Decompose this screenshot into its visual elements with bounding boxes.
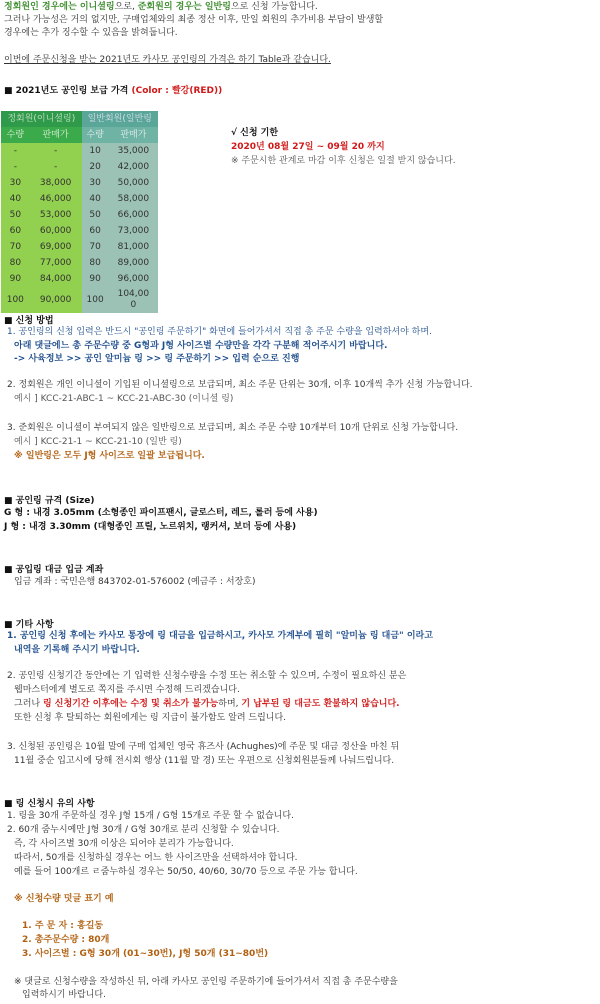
table-cell: 30 [1, 175, 30, 191]
caution-l2: 2. 60개 줌누시예만 J형 30개 / G형 30개로 분리 신청할 수 있습니다. [7, 825, 280, 835]
table-cell: 20 [82, 159, 109, 175]
etc-text: 그러나 [14, 699, 43, 709]
etc-title: ■ 기타 사항 [4, 620, 54, 630]
method-p2-l1: 2. 정회원은 개인 이니셜이 기입된 이니셜링으로 보급되며, 최소 주문 단위는 30개, 이후 10개씩 추가 신청 가능합니다. [7, 380, 473, 390]
header-regular: 정회원(이니셜링) [1, 111, 82, 127]
table-cell: 81,000 [109, 239, 158, 255]
etc-red-text: 링 신청기간 이후에는 수정 및 취소가 불가능 [42, 699, 219, 709]
table-row [1, 239, 158, 255]
table-cell: 60 [1, 223, 30, 239]
table-cell: 40 [1, 191, 30, 207]
method-title: ■ 신청 방법 [4, 316, 54, 326]
intro-text: 으로 신청 가능합니다. [230, 2, 318, 12]
method-p2-l2: 예시 ] KCC-21-ABC-1 ~ KCC-21-ABC-30 (이니셜 링) [14, 394, 234, 404]
table-cell: 90 [1, 271, 30, 287]
table-cell: - [30, 159, 82, 175]
etc-p3-l1: 3. 신청된 공인링은 10월 말에 구매 업체인 영국 휴즈사 (Achughes)에 주문 및 대금 정산을 마친 뒤 [7, 742, 400, 752]
intro-regular-highlight: 정회원인 경우에는 이니셜링 [4, 2, 115, 12]
table-cell: 100 [1, 287, 30, 313]
table-cell: 53,000 [30, 207, 82, 223]
table-cell: 70 [82, 239, 109, 255]
spec-j: J 형 : 내경 3.30mm (대형종인 프릴, 노르위치, 랭커셔, 보더 등에 사용) [4, 522, 297, 532]
table-cell: 50,000 [109, 175, 158, 191]
color-note: (Color : 빨강(RED)) [131, 86, 223, 96]
table-cell: 35,000 [109, 143, 158, 159]
cell-part: 104,00 [117, 289, 150, 299]
example-l2: 2. 총주문수량 : 80개 [22, 935, 110, 945]
table-row [1, 255, 158, 271]
method-p1-l2: 아래 댓글에느 총 주문수량 중 G형과 J형 사이즈별 수량만을 각각 구분해 적어주시기 바랍니다. [14, 341, 388, 351]
cell-part: 0 [130, 300, 137, 310]
table-row [1, 191, 158, 207]
table-cell: 42,000 [109, 159, 158, 175]
table-row [1, 175, 158, 191]
table-cell: 90,000 [30, 287, 82, 313]
table-cell: - [1, 159, 30, 175]
col-qty: 수량 [1, 127, 30, 143]
table-cell: 69,000 [30, 239, 82, 255]
etc-p2-l2: 웹마스터에게 별도로 쪽지를 주시면 수정해 드리겠습니다. [14, 685, 240, 695]
account-detail: 입금 계좌 : 국민은행 843702-01-576002 (예금주 : 서장호) [14, 577, 256, 587]
deadline-note: ※ 주문시한 관계로 마감 이후 신청은 일절 받지 않습니다. [231, 156, 456, 166]
example-l3: 3. 사이즈별 : G형 30개 (01~30번), J형 50개 (31~80번) [22, 949, 269, 959]
table-cell: 50 [1, 207, 30, 223]
table-cell: 100 [82, 287, 109, 313]
deadline-dates: 2020년 08월 27일 ~ 09월 20 까지 [231, 142, 385, 152]
etc-p2-l1: 2. 공인링 신청기간 동안에는 기 입력한 신청수량을 수정 또는 취소할 수 있으며, 수정이 필요하신 분은 [7, 671, 407, 681]
table-cell: 80 [82, 255, 109, 271]
method-p1-l1: 1. 공인링의 신청 입력은 반드시 "공인링 주문하기" 화면에 들어가셔서 직접 총 주문 수량을 입력하셔야 하며. [7, 327, 432, 337]
table-cell: 84,000 [30, 271, 82, 287]
table-row [1, 287, 158, 313]
example-note-l1: ※ 댓글로 신청수량을 작성하신 뒤, 아래 카사모 공인링 주문하기에 들어가셔서 직접 총 주문수량을 [14, 977, 398, 987]
table-cell: 77,000 [30, 255, 82, 271]
table-cell: 40 [82, 191, 109, 207]
table-subheader-row [1, 127, 158, 143]
table-row [1, 143, 158, 159]
table-cell [109, 287, 158, 313]
price-section-title [4, 83, 222, 96]
table-cell: 38,000 [30, 175, 82, 191]
intro-line-1 [4, 1, 318, 13]
price-title-text: ■ 2021년도 공인링 보급 가격 [4, 86, 129, 96]
table-header-row [1, 111, 158, 127]
intro-line-3: 경우에는 추가 징수할 수 있음을 밝혀둡니다. [4, 28, 178, 38]
etc-text: 하며, [218, 699, 242, 709]
method-p3-l2: 예시 ] KCC-21-1 ~ KCC-21-10 (일반 링) [14, 437, 182, 447]
etc-p1-l2: 내역을 기록해 주시기 바랍니다. [14, 645, 140, 655]
method-p3-l3: ※ 일반링은 모두 J형 사이즈로 일괄 보급됩니다. [14, 451, 205, 461]
table-cell: 70 [1, 239, 30, 255]
spec-g: G 형 : 내경 3.05mm (소형종인 파이프팬시, 글로스터, 레드, 롤러 등에 사용) [4, 508, 318, 518]
table-cell: 80 [1, 255, 30, 271]
caution-l5: 예를 들어 100개르 ㄹ줌누하실 경우는 50/50, 40/60, 30/70 등으로 주문 가능 합니다. [14, 867, 358, 877]
table-cell: - [1, 143, 30, 159]
etc-red-text: 기 납부된 링 대금도 환불하지 않습니다. [241, 699, 400, 709]
table-cell: 50 [82, 207, 109, 223]
etc-p1-l1: 1. 공인링 신청 후에는 카사모 통장에 링 대금을 입금하시고, 카사모 가계부에 필히 "알미늄 링 대금" 이라고 [7, 631, 433, 641]
caution-l1: 1. 링을 30개 주문하실 경우 J형 15개 / G형 15개로 주문 할 수 없습니다. [7, 811, 294, 821]
table-row [1, 207, 158, 223]
example-note-l2: 입력하시기 바랍니다. [22, 990, 106, 1000]
table-cell: 90 [82, 271, 109, 287]
col-price: 판매가 [30, 127, 82, 143]
example-title: ※ 신청수량 덧글 표기 예 [14, 894, 114, 904]
intro-line-2: 그러나 가능성은 거의 없지만, 구매업체와의 최종 정산 이후, 만일 회원의 추가비용 부담이 발생할 [4, 15, 384, 25]
intro-line-4: 이번에 주문신청을 받는 2021년도 카사모 공인링의 가격은 하기 Table과 같습니다. [4, 55, 331, 65]
caution-l4: 따라서, 50개를 신청하실 경우는 어느 한 사이즈만을 선택하셔야 합니다. [14, 853, 298, 863]
etc-p2-l3 [14, 698, 400, 710]
spec-title: ■ 공인링 규격 (Size) [4, 496, 95, 506]
table-cell: 89,000 [109, 255, 158, 271]
caution-l3: 즉, 각 사이즈별 30개 이상은 되어야 분리가 가능합니다. [14, 839, 234, 849]
table-row [1, 223, 158, 239]
header-general: 일반회원(일반링 [82, 111, 158, 127]
intro-text: 으로, [114, 2, 135, 12]
method-p3-l1: 3. 준회원은 이니셜이 부여되지 않은 일반링으로 보급되며, 최소 주문 수량 10개부터 10개 단위로 신청 가능합니다. [7, 423, 459, 433]
method-p1-l3: -> 사육정보 >> 공인 알미늄 링 >> 링 주문하기 >> 입력 순으로 진행 [14, 354, 300, 364]
table-row [1, 159, 158, 175]
table-cell: 73,000 [109, 223, 158, 239]
caution-title: ■ 링 신청시 유의 사항 [4, 799, 95, 809]
table-row [1, 271, 158, 287]
account-title: ■ 공입링 대금 입금 계좌 [4, 565, 104, 575]
table-cell: 46,000 [30, 191, 82, 207]
table-cell: 60,000 [30, 223, 82, 239]
table-cell: 60 [82, 223, 109, 239]
deadline-title: √ 신청 기한 [231, 128, 279, 138]
col-price: 판매가 [109, 127, 158, 143]
etc-p3-l2: 11월 중순 입고시에 당해 전시회 행상 (11월 말 경) 또는 우편으로 신청회원분들께 나눠드립니다. [14, 756, 395, 766]
table-cell: 96,000 [109, 271, 158, 287]
col-qty: 수량 [82, 127, 109, 143]
table-cell: 58,000 [109, 191, 158, 207]
price-table [1, 111, 158, 313]
table-cell: 30 [82, 175, 109, 191]
etc-p2-l4: 또한 신청 후 탈퇴하는 회원에게는 링 지급이 불가함도 알려 드립니다. [14, 713, 287, 723]
table-cell: 66,000 [109, 207, 158, 223]
example-l1: 1. 주 문 자 : 홍길동 [22, 921, 104, 931]
table-cell: - [30, 143, 82, 159]
table-cell: 10 [82, 143, 109, 159]
intro-general-highlight: 준회원의 경우는 일반링 [137, 2, 231, 12]
